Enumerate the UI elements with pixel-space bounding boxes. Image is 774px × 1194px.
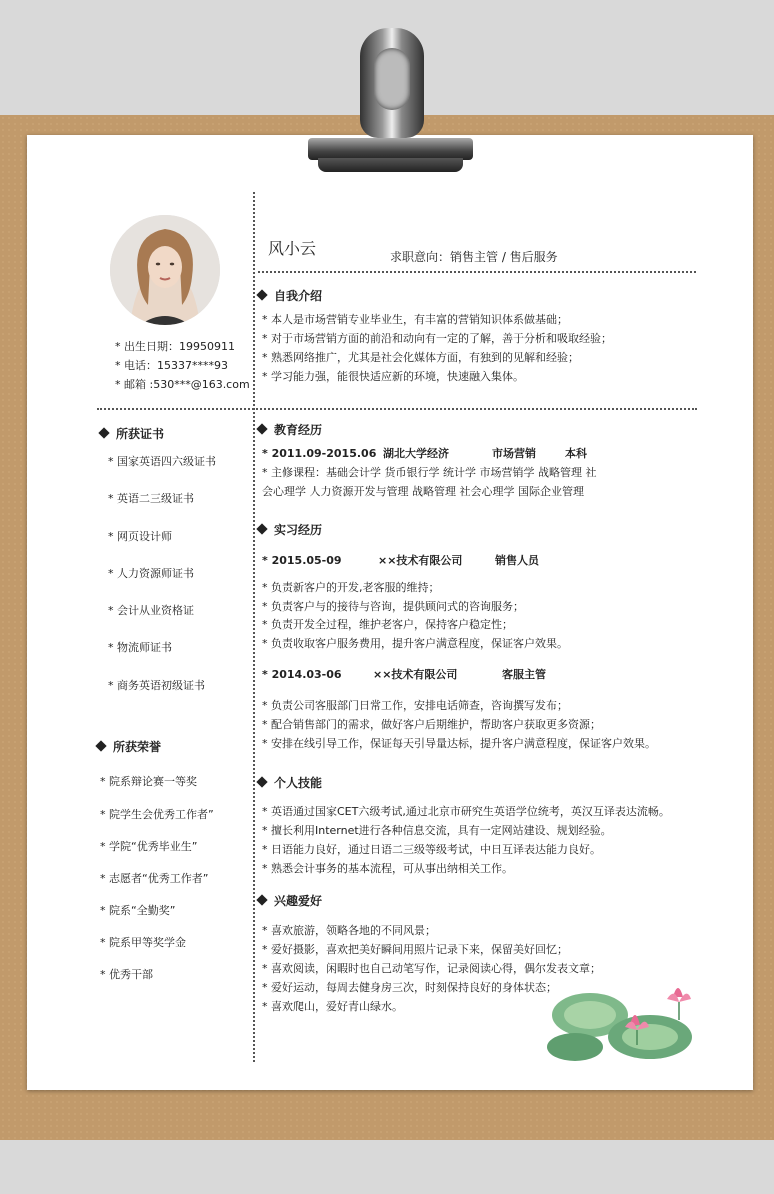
list-item: * 安排在线引导工作，保证每天引导量达标，提升客户满意程度，保证客户效果。	[262, 737, 656, 750]
job-period: * 2015.05-09	[262, 554, 342, 567]
certificates-heading: 所获证书	[100, 425, 164, 442]
experience-heading: 实习经历	[258, 521, 322, 538]
list-item: * 日语能力良好，通过日语二三级等级考试，中日互译表达能力良好。	[262, 843, 601, 856]
list-item: * 国家英语四六级证书	[108, 455, 216, 468]
list-item: * 擅长利用Internet进行各种信息交流，具有一定网站建设、规划经验。	[262, 824, 612, 837]
list-item: * 对于市场营销方面的前沿和动向有一定的了解，善于分析和吸取经验；	[262, 332, 612, 345]
email: * 邮箱 :530***@163.com	[115, 378, 250, 391]
list-item: * 爱好摄影，喜欢把美好瞬间用照片记录下来，保留美好回忆；	[262, 943, 568, 956]
list-item: * 熟悉网络推广，尤其是社会化媒体方面，有独到的见解和经验；	[262, 351, 579, 364]
binder-clip-icon	[308, 28, 473, 178]
list-item: * 负责新客户的开发,老客服的维持；	[262, 581, 440, 594]
list-item: * 网页设计师	[108, 530, 172, 543]
list-item: * 英语通过国家CET六级考试,通过北京市研究生英语学位统考，英汉互译表达流畅。	[262, 805, 670, 818]
list-item: * 爱好运动，每周去健身房三次，时刻保持良好的身体状态；	[262, 981, 557, 994]
list-item: * 会计从业资格证	[108, 604, 194, 617]
header-divider	[258, 271, 696, 273]
list-item: * 院系甲等奖学金	[100, 936, 186, 949]
list-item: * 志愿者“优秀工作者”	[100, 872, 209, 885]
section-divider	[97, 408, 697, 410]
list-item: * 喜欢阅读，闲暇时也自己动笔写作，记录阅读心得，偶尔发表文章；	[262, 962, 601, 975]
list-item: * 负责开发全过程，维护老客户，保持客户稳定性；	[262, 618, 513, 631]
list-item: * 配合销售部门的需求，做好客户后期维护，帮助客户获取更多资源；	[262, 718, 601, 731]
job-company: ××技术有限公司	[378, 554, 463, 567]
education-major: 市场营销	[492, 447, 536, 460]
job-intent: 求职意向：销售主管 / 售后服务	[390, 250, 558, 264]
birthdate: * 出生日期：19950911	[115, 340, 235, 353]
hobbies-heading: 兴趣爱好	[258, 892, 322, 909]
phone: * 电话：15337****93	[115, 359, 228, 372]
list-item: * 负责客户与的接待与咨询，提供顾问式的咨询服务；	[262, 600, 524, 613]
list-item: * 本人是市场营销专业毕业生，有丰富的营销知识体系做基础；	[262, 313, 568, 326]
education-school: 湖北大学经济	[383, 447, 449, 460]
courses-line: 会心理学 人力资源开发与管理 战略管理 社会心理学 国际企业管理	[262, 485, 584, 498]
list-item: * 物流师证书	[108, 641, 172, 654]
diamond-icon	[256, 776, 267, 787]
job-role: 客服主管	[502, 668, 546, 681]
list-item: * 喜欢爬山，爱好青山绿水。	[262, 1000, 403, 1013]
list-item: * 学院“优秀毕业生”	[100, 840, 198, 853]
list-item: * 人力资源师证书	[108, 567, 194, 580]
courses-line: * 主修课程：基础会计学 货币银行学 统计学 市场营销学 战略管理 社	[262, 466, 597, 479]
avatar-photo-icon	[110, 215, 220, 325]
list-item: * 英语二三级证书	[108, 492, 194, 505]
list-item: * 负责公司客服部门日常工作，安排电话筛查，咨询撰写发布；	[262, 699, 568, 712]
education-heading: 教育经历	[258, 421, 322, 438]
list-item: * 优秀干部	[100, 968, 153, 981]
list-item: * 院学生会优秀工作者”	[100, 808, 214, 821]
diamond-icon	[256, 289, 267, 300]
vertical-divider	[253, 192, 255, 1062]
lotus-illustration-icon	[545, 975, 695, 1063]
diamond-icon	[256, 523, 267, 534]
diamond-icon	[95, 740, 106, 751]
skills-heading: 个人技能	[258, 774, 322, 791]
job-company: ××技术有限公司	[373, 668, 458, 681]
list-item: * 熟悉会计事务的基本流程，可从事出纳相关工作。	[262, 862, 513, 875]
diamond-icon	[256, 894, 267, 905]
self-intro-heading: 自我介绍	[258, 287, 322, 304]
list-item: * 院系辩论赛一等奖	[100, 775, 197, 788]
list-item: * 喜欢旅游，领略各地的不同风景；	[262, 924, 436, 937]
resume-name: 风小云	[268, 239, 317, 258]
job-role: 销售人员	[495, 554, 539, 567]
diamond-icon	[98, 427, 109, 438]
avatar	[110, 215, 220, 325]
honors-heading: 所获荣誉	[97, 738, 161, 755]
education-period: * 2011.09-2015.06	[262, 447, 377, 460]
list-item: * 负责收取客户服务费用，提升客户满意程度，保证客户效果。	[262, 637, 568, 650]
list-item: * 学习能力强，能很快适应新的环境，快速融入集体。	[262, 370, 524, 383]
list-item: * 院系“全勤奖”	[100, 904, 176, 917]
job-period: * 2014.03-06	[262, 668, 342, 681]
education-degree: 本科	[565, 447, 587, 460]
diamond-icon	[256, 423, 267, 434]
list-item: * 商务英语初级证书	[108, 679, 205, 692]
